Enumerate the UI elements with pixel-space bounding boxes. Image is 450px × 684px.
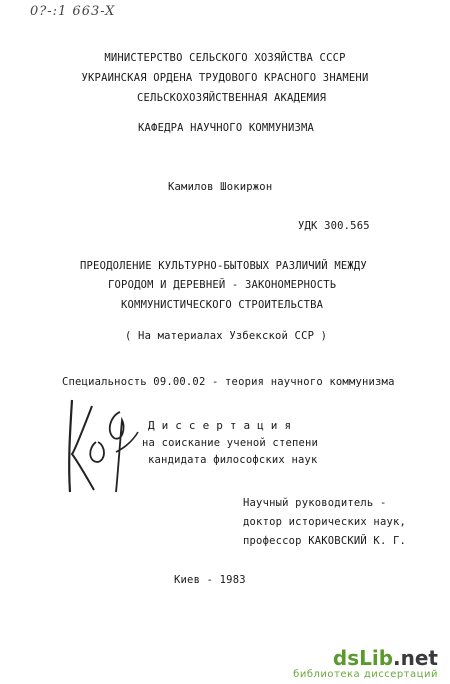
academy-line-2: СЕЛЬСКОХОЗЯЙСТВЕННАЯ АКАДЕМИЯ [137,92,327,104]
specialty-line: Специальность 09.00.02 - теория научного коммунизма [62,376,395,388]
subtitle: ( На материалах Узбекской ССР ) [125,330,328,342]
udk-code: УДК 300.565 [298,220,370,232]
place-and-year: Киев - 1983 [174,574,246,586]
dissertation-line-1: на соискание ученой степени [142,437,319,449]
author-name: Камилов Шокиржон [168,181,273,193]
watermark-caption: библиотека диссертаций [293,669,438,680]
dslib-logo: dsLib.net [332,646,438,670]
supervisor-line-1: Научный руководитель - [243,497,387,509]
archive-handwritten-mark: 0?-:1 663-X [30,4,116,19]
dissertation-heading: Д и с с е р т а ц и я [148,419,292,432]
ministry-line: МИНИСТЕРСТВО СЕЛЬСКОГО ХОЗЯЙСТВА СССР [104,52,346,64]
academy-line-1: УКРАИНСКАЯ ОРДЕНА ТРУДОВОГО КРАСНОГО ЗНАМЕНИ [81,72,369,84]
supervisor-line-3: профессор КАКОВСКИЙ К. Г. [243,535,407,547]
title-line-3: КОММУНИСТИЧЕСКОГО СТРОИТЕЛЬСТВА [121,299,324,311]
title-line-1: ПРЕОДОЛЕНИЕ КУЛЬТУРНО-БЫТОВЫХ РАЗЛИЧИЙ МЕЖДУ [80,260,367,272]
dissertation-line-2: кандидата философских наук [148,454,318,466]
supervisor-line-2: доктор исторических наук, [243,516,407,528]
dslib-watermark [293,647,438,680]
department-line: КАФЕДРА НАУЧНОГО КОММУНИЗМА [138,122,315,134]
title-line-2: ГОРОДОМ И ДЕРЕВНЕЙ - ЗАКОНОМЕРНОСТЬ [108,279,337,291]
handwritten-signature [58,392,148,502]
